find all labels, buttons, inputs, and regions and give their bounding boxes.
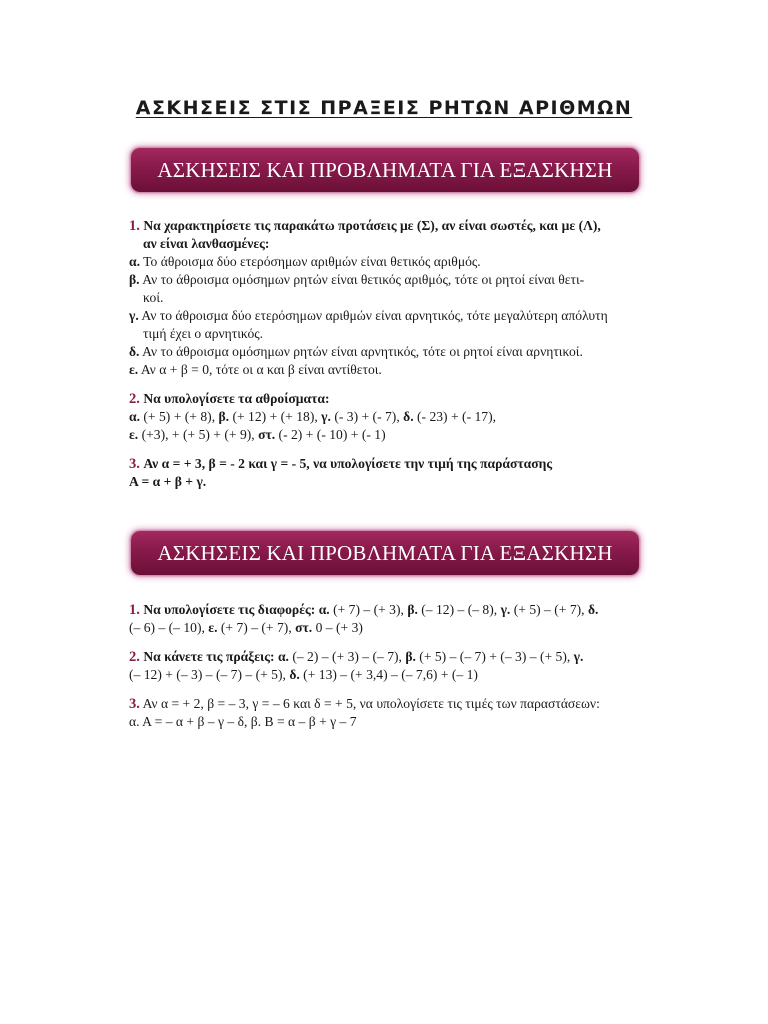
exercise-stem: 3. Αν α = + 3, β = - 2 και γ = - 5, να υπολογίσετε την τιμή της παράστασης xyxy=(129,456,553,472)
exercise-2 xyxy=(129,390,645,444)
statement-item-continued: τιμή έχει ο αρνητικός. xyxy=(143,326,264,341)
exercise-number: 3. xyxy=(129,696,140,712)
exercise-3 xyxy=(129,695,645,731)
exercise-stem: 1. Να χαρακτηρίσετε τις παρακάτω προτάσεις με (Σ), αν είναι σωστές, και με (Λ), xyxy=(129,218,601,234)
statement-item: β. Αν το άθροισμα ομόσημων ρητών είναι θετικός αριθμός, τότε οι ρητοί είναι θετι- xyxy=(129,272,585,287)
exercise-stem: 3. Αν α = + 2, β = – 3, γ = – 6 και δ = + 5, να υπολογίσετε τις τιμές των παραστάσεων: xyxy=(129,696,600,712)
statement-item-continued: κοί. xyxy=(143,290,164,305)
exercise-stem: 2. Να υπολογίσετε τα αθροίσματα: xyxy=(129,391,330,407)
exercise-number: 2. xyxy=(129,649,140,665)
exercise-section-1 xyxy=(129,217,645,491)
statement-item: γ. Αν το άθροισμα δύο ετερόσημων αριθμών είναι αρνητικός, τότε μεγαλύτερη απόλυτη xyxy=(129,308,608,323)
exercise-number: 1. xyxy=(129,218,140,234)
statement-item: α. Το άθροισμα δύο ετερόσημων αριθμών είναι θετικός αριθμός. xyxy=(129,254,481,269)
statement-item: δ. Αν το άθροισμα ομόσημων ρητών είναι αρνητικός, τότε οι ρητοί είναι αρνητικοί. xyxy=(129,344,583,359)
statement-item: ε. Αν α + β = 0, τότε οι α και β είναι αντίθετοι. xyxy=(129,362,382,377)
exercise-stem-continued: Α = α + β + γ. xyxy=(129,474,207,489)
section-banner-2: ΑΣΚΗΣΕΙΣ ΚΑΙ ΠΡΟΒΛΗΜΑΤΑ ΓΙΑ ΕΞΑΣΚΗΣΗ xyxy=(131,531,639,575)
exercise-stem-continued: αν είναι λανθασμένες: xyxy=(143,236,270,251)
exercise-3 xyxy=(129,455,645,491)
exercise-number: 2. xyxy=(129,391,140,407)
page-title: ΑΣΚΗΣΕΙΣ ΣΤΙΣ ΠΡΑΞΕΙΣ ΡΗΤΩΝ ΑΡΙΘΜΩΝ xyxy=(135,97,633,119)
expression-line: (– 12) + (– 3) – (– 7) – (+ 5), δ. (+ 13) – (+ 3,4) – (– 7,6) + (– 1) xyxy=(129,667,478,682)
exercise-2 xyxy=(129,648,645,684)
expression-line: 1. Να υπολογίσετε τις διαφορές: α. (+ 7) – (+ 3), β. (– 12) – (– 8), γ. (+ 5) – (+ 7), δ. xyxy=(129,602,599,618)
expression-line: 2. Να κάνετε τις πράξεις: α. (– 2) – (+ 3) – (– 7), β. (+ 5) – (– 7) + (– 3) – (+ 5), γ. xyxy=(129,649,584,665)
exercise-1 xyxy=(129,217,645,379)
expression-line: ε. (+3), + (+ 5) + (+ 9), στ. (- 2) + (- 10) + (- 1) xyxy=(129,427,386,442)
expression-line: α. (+ 5) + (+ 8), β. (+ 12) + (+ 18), γ. (- 3) + (- 7), δ. (- 23) + (- 17), xyxy=(129,409,497,424)
exercise-1 xyxy=(129,601,645,637)
exercise-section-2 xyxy=(129,601,645,731)
exercise-stem-continued: α. Α = – α + β – γ – δ, β. Β = α – β + γ – 7 xyxy=(129,714,357,729)
exercise-number: 3. xyxy=(129,456,140,472)
exercise-number: 1. xyxy=(129,602,140,618)
expression-line: (– 6) – (– 10), ε. (+ 7) – (+ 7), στ. 0 – (+ 3) xyxy=(129,620,363,635)
section-banner-1: ΑΣΚΗΣΕΙΣ ΚΑΙ ΠΡΟΒΛΗΜΑΤΑ ΓΙΑ ΕΞΑΣΚΗΣΗ xyxy=(131,148,639,192)
